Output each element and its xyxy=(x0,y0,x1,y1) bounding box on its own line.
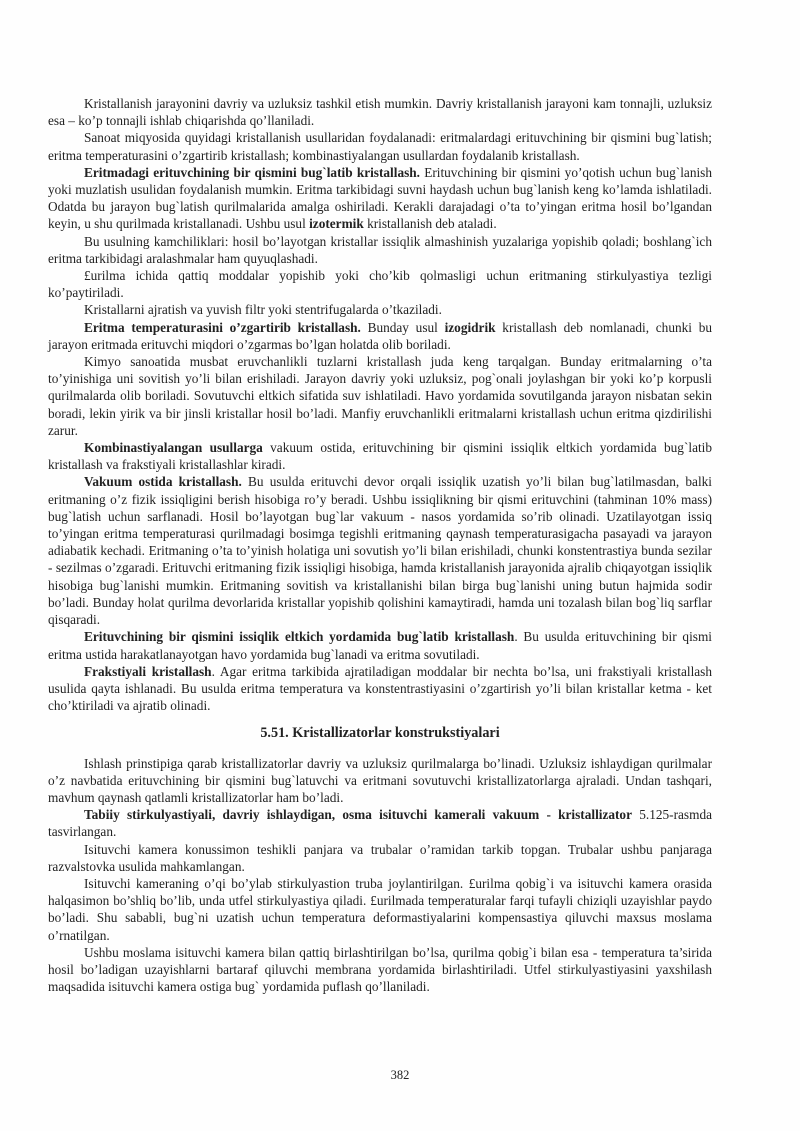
bold-text: Frakstiyali kristallash xyxy=(84,663,212,679)
text-run: Isituvchi kamera konussimon teshikli panjara va trubalar o’ramidan tarkib topgan. Trubalar ushbu panjaraga razvalstovka usulida mahkamlangan. xyxy=(48,841,712,874)
text-run: Bu usulda erituvchi devor orqali issiqlik uzatish yo’li bilan bug`latilmasdan, balki eritmaning o’z fizik issiqligini berish hisobiga ro’y beradi. Ushbu issiqlikning bir qismi erituvchini (tahminan 10% mass) bug`latish uchun sarflanadi. Hosil bo’layotgan bug`lar vakuum - nasos yordamida so’rib olinadi. Uzatilayotgan issiq to’yingan eritma temperaturasi qurilmadagi bosimga tegishli eritmaning qaynash temperaturasigacha pasayadi va jarayon adiabatik kechadi. Eritmaning o’ta to’yinish holatiga uni sovutish yo’li bilan erishiladi, chunki konstentrastiya bunda sezilar - sezilmas o’zgaradi. Erituvchi eritmaning fizik issiqligi hisobiga, hamda kristallanish jarayonida ajralib chiqayotgan issiqlik hisobiga bug`lanishi mumkin. Eritmaning sovitish va kristallanishi bilan birga bug`lanishi uning butun hajmida sodir bo’ladi. Bunday holat qurilma devorlarida kristallar yopishib qolishini kamaytiradi, hamda uni tozalash bilan bog`liq sarflar qisqaradi. xyxy=(48,474,712,628)
text-run: 5.125-rasmda tasvirlangan. xyxy=(48,807,712,840)
bold-text: Vakuum ostida kristallash. xyxy=(84,474,242,490)
bold-text: izogidrik xyxy=(444,319,496,335)
bold-text: Kombinastiyalangan usullarga xyxy=(84,440,263,456)
paragraph xyxy=(48,301,712,318)
text-run: . Bu usulda erituvchining bir qismi eritma ustida harakatlanayotgan havo yordamida bug`lanadi va eritma sovutiladi. xyxy=(48,629,712,662)
paragraph xyxy=(48,164,712,233)
text-run: £urilma ichida qattiq moddalar yopishib yoki cho’kib qolmasligi uchun eritmaning stirkulyastiya tezligi ko’paytiriladi. xyxy=(48,268,712,301)
paragraph xyxy=(48,129,712,163)
paragraph xyxy=(48,439,712,473)
text-run: Ushbu moslama isituvchi kamera bilan qattiq birlashtirilgan bo’lsa, qurilma qobig`i bilan esa - temperatura ta’sirida hosil bo’ladigan uzayishlarni bartaraf qiluvchi membrana yordamida birlashtiriladi. Utfel stirkulyastiyasini yaxshilash maqsadida isituvchi kamera ostiga bug` yordamida puflash qo’llaniladi. xyxy=(48,944,712,995)
paragraph xyxy=(48,755,712,807)
bold-text: Erituvchining bir qismini issiqlik eltkich yordamida bug`latib kristallash xyxy=(84,629,515,645)
paragraph xyxy=(48,628,712,662)
text-run: Kristallarni ajratish va yuvish filtr yoki stentrifugalarda o’tkaziladi. xyxy=(84,302,442,318)
paragraph xyxy=(48,806,712,840)
body-text xyxy=(48,95,712,995)
text-run: Ishlash prinstipiga qarab kristallizatorlar davriy va uzluksiz qurilmalarga bo’linadi. Uzluksiz ishlaydigan qurilmalar o’z navbatida erituvchining bir qismini bug`latuvchi va eritmani sovutuvchi kristallizatorlarga ajraladi. Undan tashqari, mavhum qaynash qatlamli kristallizatorlar ham bo’ladi. xyxy=(48,755,712,805)
paragraph xyxy=(48,353,712,439)
text-run: . Agar eritma tarkibida ajratiladigan moddalar bir nechta bo’lsa, uni frakstiyali kristallash usulida qayta ishlanadi. Bu usulda eritma temperatura va konstentrastiyasini o’zgartirish yo’li bilan kristallar ketma - ket cho’ktiriladi va ajratib olinadi. xyxy=(48,663,713,714)
bold-text: Tabiiy stirkulyastiyali, davriy ishlaydigan, osma isituvchi kamerali vakuum - kristallizator xyxy=(84,807,632,823)
text-run: Kimyo sanoatida musbat eruvchanlikli tuzlarni kristallash juda keng tarqalgan. Bunday eritmalarning o’ta to’yinishiga uni sovitish yo’li bilan erishiladi. Jarayon davriy yoki uzluksiz, pog`onali joylashgan bir yoki ko’p korpusli qurilmalarda olib boriladi. Sovutuvchi eltkich sifatida suv ishlatiladi. Havo yordamida sovutilganda jarayon nisbatan sekin boradi, lekin yirik va bir jinsli kristallar hosil bo’ladi. Manfiy eruvchanlikli eritmalarni kristallash uchun eritma qizdirilishi zarur. xyxy=(48,354,712,438)
bold-text: izotermik xyxy=(309,216,364,232)
paragraph xyxy=(48,473,712,628)
paragraph xyxy=(48,233,712,267)
text-run: Bunday usul xyxy=(360,319,445,335)
paragraph xyxy=(48,841,712,875)
text-run: kristallanish deb ataladi. xyxy=(363,216,497,232)
bold-text: Eritma temperaturasini o’zgartirib kristallash. xyxy=(84,319,361,335)
paragraph xyxy=(48,319,712,353)
text-run: vakuum ostida, erituvchining bir qismini issiqlik eltkich yordamida bug`latib kristallash va frakstiyali kristallashlar kiradi. xyxy=(48,440,713,473)
text-run: Sanoat miqyosida quyidagi kristallanish usullaridan foydalanadi: eritmalardagi erituvchining bir qismini bug`latish; eritma temperaturasini o’zgartirib kristallash; kombinastiyalangan usullardan foydalanib kristallash. xyxy=(48,130,712,163)
text-run: Bu usulning kamchiliklari: hosil bo’layotgan kristallar issiqlik almashinish yuzalariga yopishib qoladi; boshlang`ich eritma tarkibidagi aralashmalar ham quyuqlashadi. xyxy=(48,233,712,266)
bold-text: Eritmadagi erituvchining bir qismini bug`latib kristallash. xyxy=(84,164,420,180)
text-run: kristallash deb nomlanadi, chunki bu jarayon eritmada erituvchi miqdori o’zgarmas bo’lgan holatda olib boriladi. xyxy=(48,319,712,352)
text-run: Kristallanish jarayonini davriy va uzluksiz tashkil etish mumkin. Davriy kristallanish jarayoni kam tonnajli, uzluksiz esa – ko’p tonnajli ishlab chiqarishda qo’llaniladi. xyxy=(48,96,712,129)
section-heading xyxy=(48,725,712,742)
text-run: Isituvchi kameraning o’qi bo’ylab stirkulyastion truba joylantirilgan. £urilma qobig`i va isituvchi kamera orasida halqasimon bo’shliq bo’lib, unda utfel stirkulyastiya qiladi. £urilmada temperaturalar farqi tufayli chiziqli uzayishlar paydo bo’ladi. Shu sababli, bug`ni uzatish uchun temperatura deformastiyalarini kompensastiya qiluvchi maxsus moslama o’rnatilgan. xyxy=(48,875,712,943)
page-number: 382 xyxy=(390,1068,410,1082)
paragraph xyxy=(48,944,712,996)
text-run: Erituvchining bir qismini yo’qotish uchun bug`lanish yoki muzlatish usulidan foydalanish mumkin. Eritma tarkibidagi suvni haydash uchun bug`lanish keng ko’lamda ishlatiladi. Odatda bu jarayon bug`latish qurilmalarida amalga oshiriladi. Kerakli darajadagi o’ta to’yingan eritma hosil bo’lgandan keyin, u shu qurilmada kristallanadi. Ushbu usul xyxy=(48,164,712,232)
paragraph xyxy=(48,663,712,715)
paragraph xyxy=(48,267,712,301)
bold-text: 5.51. Kristallizatorlar konstrukstiyalari xyxy=(260,725,500,742)
paragraph xyxy=(48,95,712,129)
paragraph xyxy=(48,875,712,944)
